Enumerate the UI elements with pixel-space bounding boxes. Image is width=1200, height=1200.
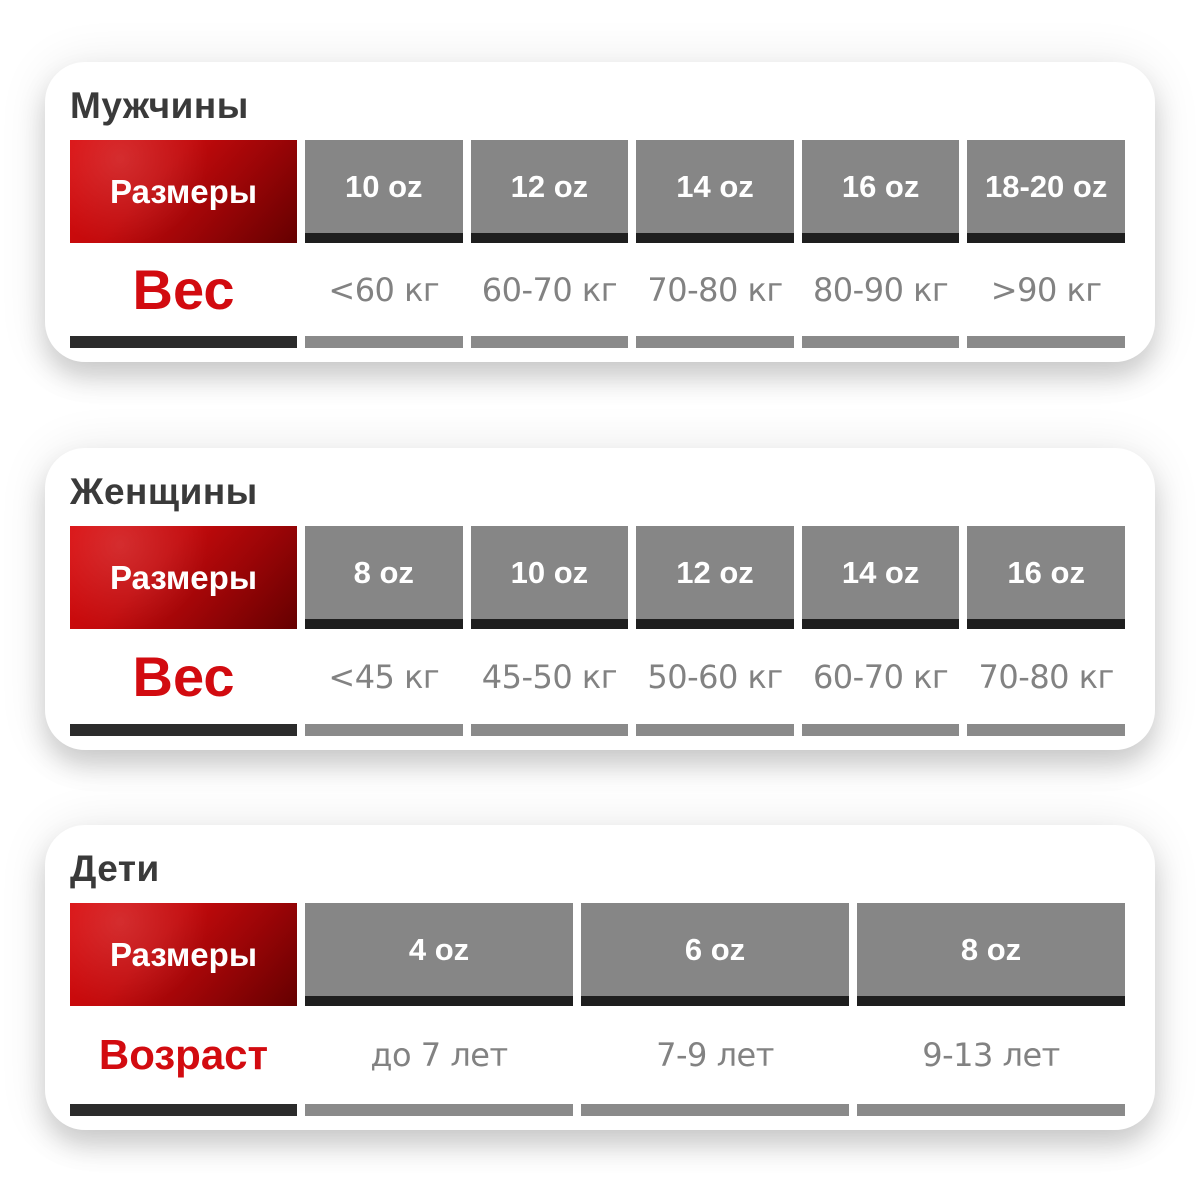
underline-bar-gray — [802, 336, 960, 348]
card-title: Дети — [70, 848, 160, 889]
row-label: Вес — [132, 645, 235, 708]
size-header-row — [70, 526, 1125, 629]
size-header-row — [70, 903, 1125, 1006]
size-cell: 16 oz — [802, 140, 960, 243]
size-cell: 12 oz — [636, 526, 794, 629]
underline-bar-gray — [967, 724, 1125, 736]
underline-bar-gray — [636, 724, 794, 736]
underline-bars-row — [70, 336, 1125, 348]
value-cell: 80-90 кг — [812, 270, 949, 309]
underline-bar-gray — [857, 1104, 1125, 1116]
size-cell: 10 oz — [305, 140, 463, 243]
underline-bar-gray — [471, 724, 629, 736]
sizes-header-label: Размеры — [109, 558, 258, 596]
size-cell: 14 oz — [802, 526, 960, 629]
size-cell: 6 oz — [581, 903, 849, 1006]
underline-bar-gray — [581, 1104, 849, 1116]
value-cell: >90 кг — [990, 270, 1102, 309]
value-cell: 7-9 лет — [656, 1036, 774, 1074]
value-cell: до 7 лет — [370, 1036, 508, 1074]
underline-bar-dark — [70, 336, 297, 348]
size-cell: 4 oz — [305, 903, 573, 1006]
value-cell: <60 кг — [328, 270, 440, 309]
size-cell: 10 oz — [471, 526, 629, 629]
underline-bar-gray — [967, 336, 1125, 348]
underline-bar-dark — [70, 724, 297, 736]
sizes-header-label: Размеры — [109, 935, 258, 973]
value-cell: 60-70 кг — [481, 270, 618, 309]
sizes-header-cell — [70, 903, 297, 1006]
size-header-row — [70, 140, 1125, 243]
card-title: Женщины — [70, 471, 258, 512]
underline-bar-gray — [305, 336, 463, 348]
underline-bar-gray — [305, 1104, 573, 1116]
value-cell: 50-60 кг — [647, 657, 783, 696]
size-cell: 12 oz — [471, 140, 629, 243]
size-cell: 16 oz — [967, 526, 1125, 629]
sizes-header-cell — [70, 526, 297, 629]
value-cell: 60-70 кг — [812, 657, 949, 696]
size-cell: 8 oz — [305, 526, 463, 629]
size-chart-card-2 — [45, 448, 1155, 750]
size-chart-card-1 — [45, 62, 1155, 362]
card-title: Мужчины — [70, 85, 249, 126]
underline-bar-dark — [70, 1104, 297, 1116]
underline-bars-row — [70, 724, 1125, 736]
value-cell: 70-80 кг — [978, 657, 1114, 696]
values-row — [70, 243, 1125, 336]
underline-bar-gray — [636, 336, 794, 348]
sizes-header-label: Размеры — [109, 172, 258, 210]
underline-bar-gray — [305, 724, 463, 736]
size-cell: 14 oz — [636, 140, 794, 243]
underline-bar-gray — [471, 336, 629, 348]
values-row — [70, 1006, 1125, 1104]
row-label: Вес — [132, 258, 235, 321]
underline-bar-gray — [802, 724, 960, 736]
value-cell: <45 кг — [328, 657, 440, 696]
sizes-header-cell — [70, 140, 297, 243]
values-row — [70, 629, 1125, 724]
value-cell: 9-13 лет — [922, 1036, 1060, 1074]
value-cell: 45-50 кг — [481, 657, 618, 696]
row-label: Возраст — [98, 1031, 269, 1078]
size-cell: 18-20 oz — [967, 140, 1125, 243]
size-cell: 8 oz — [857, 903, 1125, 1006]
size-chart-card-3 — [45, 825, 1155, 1130]
value-cell: 70-80 кг — [647, 270, 783, 309]
underline-bars-row — [70, 1104, 1125, 1116]
